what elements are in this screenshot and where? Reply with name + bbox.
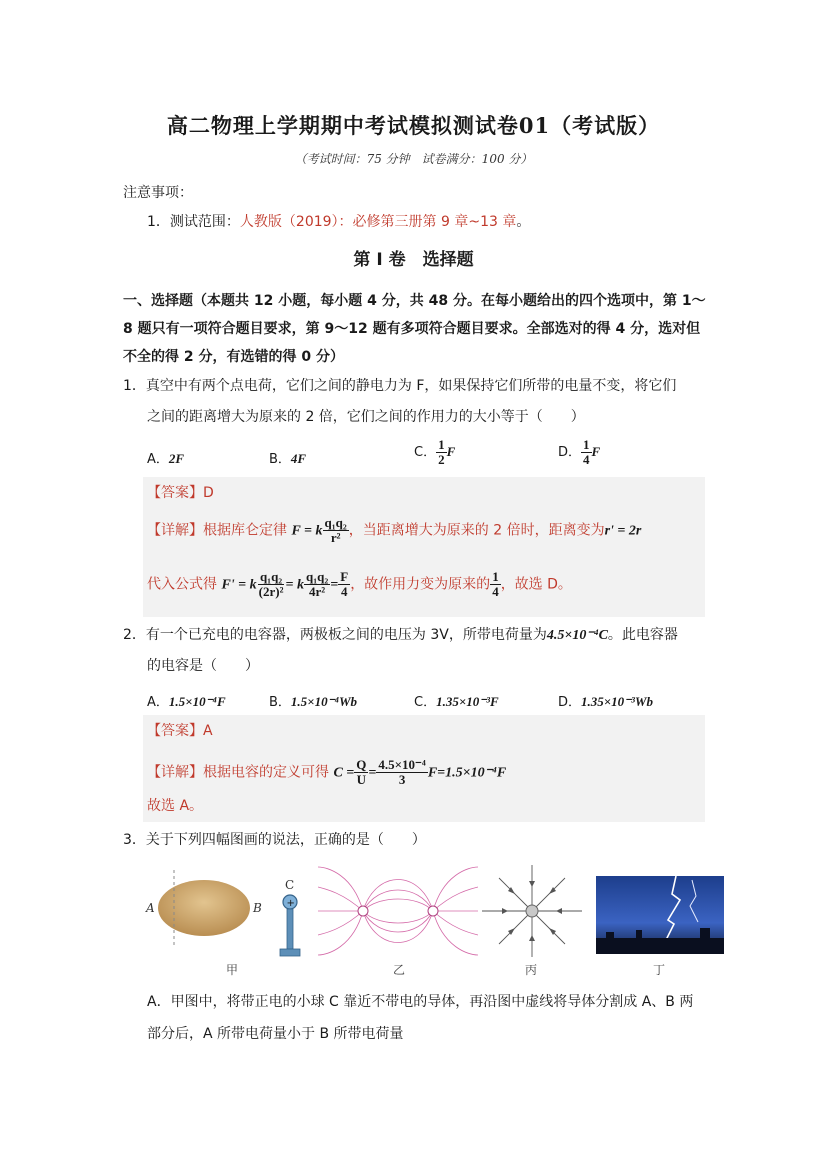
charge-right (428, 906, 438, 916)
figure-bing-radial-field (482, 865, 582, 957)
notes-item (147, 212, 530, 232)
q2-option-a: A．1.5×10⁻⁴F (147, 694, 226, 710)
q1-option-c: C． $\frac{1}{2}$ F (414, 437, 456, 467)
page-title: 高二物理上学期期中考试模拟测试卷01（考试版） (166, 113, 661, 138)
q2-stem-line-1: 2．有一个已充电的电容器，两极板之间的电压为 3V，所带电荷量为4.5×10⁻⁴C。此电容器 (123, 627, 678, 643)
q1-stem-line-2: 之间的距离增大为原来的 2 倍，它们之间的作用力的大小等于（ ） (147, 409, 585, 425)
notes-item-prefix: 1．测试范围： (147, 214, 240, 230)
section-intro-line-1: 一、选择题（本题共 12 小题，每小题 4 分，共 48 分。在每小题给出的四个选项中，第 1～ (123, 293, 706, 309)
stand-base (280, 949, 300, 956)
q1-option-b: B．4F (269, 451, 307, 467)
figure-ding-lightning (596, 876, 724, 954)
q2-option-b: B．1.5×10⁻⁴Wb (269, 694, 358, 710)
q1-option-d: D． $\frac{1}{4}$ F (558, 437, 601, 467)
charge-left (358, 906, 368, 916)
q1-detail-line-2: 代入公式得 F' = k $\frac{\text{q₁q₂}}{\text{(2r)²}}$ = k $\frac{\text{q₁q₂}}{\text{4r²}}$ = $\frac{F}{4}$ ，故作用力变为原来的 $\frac{1}{4}$ ，故选 D。 (147, 569, 572, 599)
page-subtitle: （考试时间：75 分钟 试卷满分：100 分） (294, 152, 533, 166)
q2-option-c: C．1.35×10⁻³F (414, 694, 499, 710)
figure-label-bing: 丙 (525, 963, 538, 977)
notes-item-scope: 人教版（2019）：必修第三册第 9 章~13 章 (239, 214, 517, 230)
label-a: A (146, 901, 155, 915)
q1-stem-line-1: 1．真空中有两个点电荷，它们之间的静电力为 F，如果保持它们所带的电量不变，将它们 (123, 378, 677, 394)
q2-detail: 【详解】根据电容的定义可得 C = $\frac{Q}{U}$ = $\frac{\text{4.5×10⁻⁴}}{3}$ F=1.5×10⁻⁴F (147, 757, 507, 787)
figure-charged-ball-stand (275, 878, 305, 960)
q2-conclusion: 故选 A。 (147, 798, 204, 814)
figure-label-ding: 丁 (653, 963, 666, 977)
q2-stem-line-2: 的电容是（ ） (147, 658, 259, 674)
skyline (596, 938, 724, 954)
figure-label-jia: 甲 (226, 963, 239, 977)
stand-rod (287, 909, 293, 949)
q1-detail-line-1: 【详解】根据库仑定律 F = k $\frac{\text{q₁q₂}}{\text{r²}}$ ，当距离增大为原来的 2 倍时，距离变为r' = 2r (147, 515, 642, 545)
conductor-ellipse (158, 880, 250, 936)
notes-heading: 注意事项： (123, 185, 193, 201)
q1-option-a: A．2F (147, 451, 185, 467)
section-intro-line-2: 8 题只有一项符合题目要求，第 9～12 题有多项符合题目要求。全部选对的得 4 分，选对但 (123, 321, 701, 337)
section-title: 第 I 卷 选择题 (353, 250, 474, 270)
plus-sign: + (286, 898, 295, 909)
label-b: B (253, 901, 262, 915)
field-lines (318, 867, 478, 955)
q2-answer: 【答案】A (147, 723, 213, 739)
section-intro-line-3: 不全的得 2 分，有选错的得 0 分） (123, 349, 344, 365)
figure-jia-conductor (140, 870, 265, 950)
notes-item-end: 。 (516, 214, 531, 230)
q3-option-a-line-1: A．甲图中，将带正电的小球 C 靠近不带电的导体，再沿图中虚线将导体分割成 A、B 两 (147, 994, 694, 1010)
q2-option-d: D．1.35×10⁻³Wb (558, 694, 653, 710)
label-c: C (285, 878, 295, 892)
figure-label-yi: 乙 (393, 963, 406, 977)
q3-stem: 3．关于下列四幅图画的说法，正确的是（ ） (123, 832, 426, 848)
q1-answer: 【答案】D (147, 485, 214, 501)
q3-option-a-line-2: 部分后，A 所带电荷量小于 B 所带电荷量 (147, 1026, 404, 1042)
point-charge (526, 905, 538, 917)
figure-yi-field-lines (318, 865, 478, 957)
